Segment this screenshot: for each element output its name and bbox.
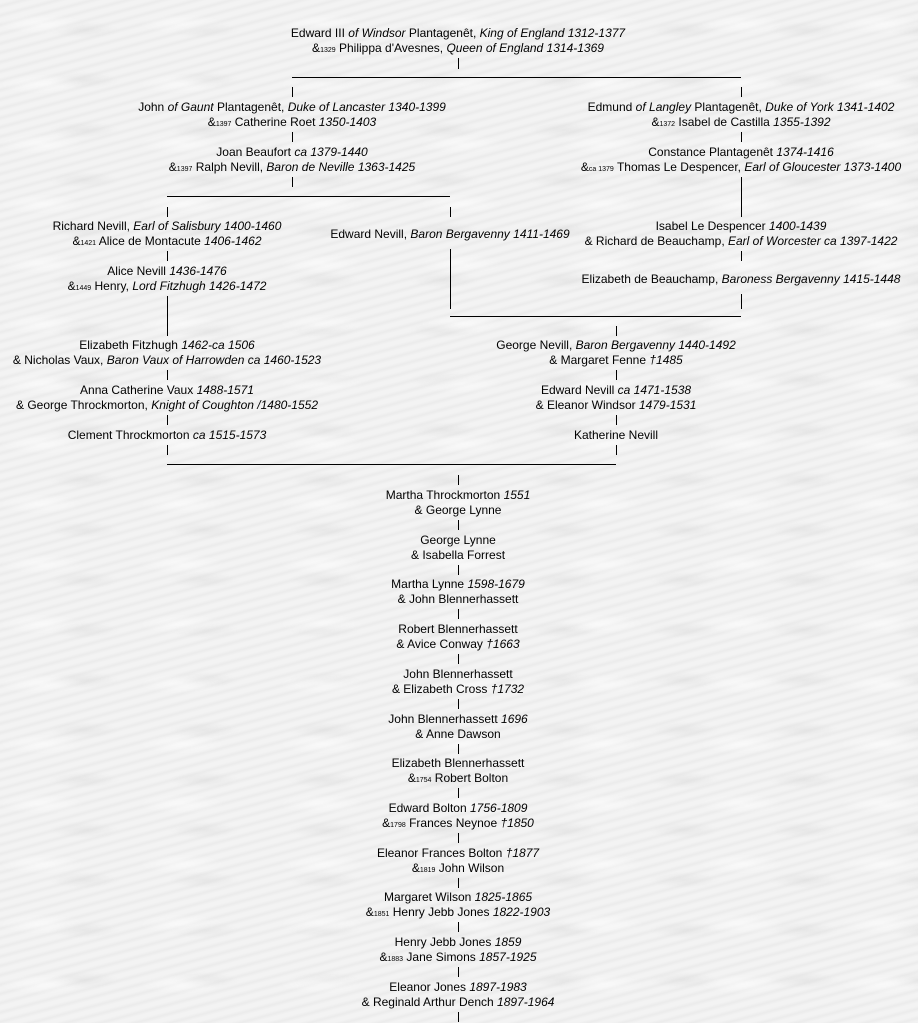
spouse-dates: 1822-1903 [492, 905, 551, 919]
person-dates: 1696 [501, 712, 528, 726]
marriage-year: ca 1379 [588, 166, 614, 173]
descendant-spouse [415, 503, 502, 518]
fitzhugh-spouse [13, 353, 321, 368]
salisbury-spouse [72, 234, 261, 251]
marriage-year: 1329 [320, 47, 336, 54]
spouse-name: Isabel de Castilla [678, 115, 770, 129]
root-person [291, 26, 625, 41]
beauchamp-person [582, 272, 901, 287]
descendant-person [420, 533, 496, 548]
marriage-symbol: & [207, 115, 216, 129]
spouse-name: John Wilson [438, 861, 505, 875]
spouse-name: Ralph Nevill, [195, 160, 264, 174]
connector-vertical [458, 833, 459, 843]
connector-vertical [616, 370, 617, 380]
connector-vertical [458, 609, 459, 619]
descendant-person [403, 667, 512, 682]
descendant-person [395, 935, 522, 950]
descendant-spouse [382, 816, 534, 833]
person-name: Elizabeth Fitzhugh [79, 338, 178, 352]
spouse-title: Knight of Coughton /1480-1552 [151, 398, 318, 412]
person-name: Clement Throckmorton [67, 428, 190, 442]
spouse-name: & George Throckmorton, [16, 398, 148, 412]
spouse-dates: †1485 [649, 353, 683, 367]
connector-vertical [616, 326, 617, 336]
person-name: Constance Plantagenêt [648, 145, 774, 159]
connector-vertical [458, 878, 459, 888]
marriage-symbol: & [365, 905, 374, 919]
root-spouse-name: Philippa d'Avesnes, [338, 41, 444, 55]
descendant-spouse [396, 637, 519, 652]
spouse-name: Alice de Montacute [98, 234, 201, 248]
alice-spouse [68, 279, 267, 296]
marriage-symbol: & [414, 503, 423, 517]
marriage-symbol: & [397, 592, 406, 606]
root-spouse [312, 41, 604, 58]
spouse-name: & Richard de Beauchamp, [584, 234, 725, 248]
person-name: Eleanor Frances Bolton [376, 846, 503, 860]
root-person-place: Windsor [361, 26, 406, 40]
connector-vertical [458, 520, 459, 530]
connector-vertical [741, 177, 742, 217]
george-nevill-spouse [549, 353, 682, 368]
connector-vertical [458, 744, 459, 754]
person-title: Duke of York 1341-1402 [765, 100, 895, 114]
person-title: Duke of Lancaster 1340-1399 [287, 100, 446, 114]
person-title: Earl of Salisbury 1400-1460 [133, 219, 282, 233]
person-name: Joan Beaufort [216, 145, 291, 159]
person-name: Elizabeth de Beauchamp, [581, 272, 719, 286]
marriage-symbol: & [410, 548, 419, 562]
person-name: Alice Nevill [107, 264, 166, 278]
root-person-of: of [348, 26, 359, 40]
spouse-name: Avice Conway [407, 637, 483, 651]
descendant-spouse [412, 861, 504, 878]
beaufort-person [216, 145, 367, 160]
spouse-name: George Lynne [425, 503, 502, 517]
person-name: Edward Nevill [540, 383, 615, 397]
spouse-title: Baron Vaux of Harrowden ca 1460-1523 [106, 353, 322, 367]
connector-vertical [741, 294, 742, 309]
marriage-year: 1819 [419, 867, 436, 874]
connector-vertical [458, 699, 459, 709]
spouse-dates: †1663 [486, 637, 520, 651]
descendant-spouse [415, 727, 500, 742]
descendant-person [391, 577, 525, 592]
spouse-name: & Margaret Fenne [549, 353, 646, 367]
connector-vertical [292, 132, 293, 142]
spouse-dates: †1850 [500, 816, 534, 830]
marriage-year: 1798 [390, 822, 406, 829]
connector-vertical [167, 415, 168, 425]
person-name: Edmund [587, 100, 633, 114]
person-name: George Lynne [420, 533, 496, 547]
spouse-dates: 1897-1964 [497, 995, 555, 1009]
marriage-symbol: & [312, 41, 321, 55]
connector-vertical [167, 445, 168, 455]
person-dates: ca 1471-1538 [617, 383, 692, 397]
person-title: Baron Bergavenny 1411-1469 [410, 227, 570, 241]
connector-vertical [292, 177, 293, 187]
connector-vertical [167, 296, 168, 336]
person-name: Eleanor Jones [389, 980, 466, 994]
marriage-symbol: & [391, 682, 400, 696]
person-name: Elizabeth Blennerhassett [391, 756, 525, 770]
connector-vertical [167, 207, 168, 217]
marriage-symbol: & [580, 160, 589, 174]
connector-vertical [458, 475, 459, 485]
marriage-year: 1397 [176, 166, 193, 173]
fitzhugh-person [79, 338, 254, 353]
person-surname: Plantagenêt, [216, 100, 285, 114]
connector-vertical [458, 967, 459, 977]
connector-horizontal [450, 316, 741, 317]
spouse-dates: 1350-1403 [318, 115, 377, 129]
person-name: John [138, 100, 165, 114]
person-title: Baron Bergavenny 1440-1492 [575, 338, 736, 352]
connector-vertical [616, 415, 617, 425]
vaux-person [80, 383, 254, 398]
connector-vertical [292, 87, 293, 97]
marriage-year: 1397 [215, 121, 232, 128]
person-name: John Blennerhassett [388, 712, 498, 726]
spouse-name: Henry, [94, 279, 129, 293]
spouse-title: Baron de Neville 1363-1425 [266, 160, 416, 174]
person-name: Edward Nevill, [330, 227, 408, 241]
connector-horizontal [167, 196, 450, 197]
descendant-person [388, 712, 527, 727]
marriage-symbol: & [72, 234, 81, 248]
person-dates: 1436-1476 [169, 264, 227, 278]
george-nevill-person [496, 338, 736, 353]
person-dates: †1877 [505, 846, 540, 860]
marriage-year: 1421 [80, 240, 97, 247]
marriage-symbol: & [411, 861, 420, 875]
langley-spouse [651, 115, 830, 132]
clement-person [68, 428, 267, 443]
person-place: Gaunt [180, 100, 214, 114]
marriage-symbol: & [415, 727, 424, 741]
spouse-dates: 1355-1392 [773, 115, 831, 129]
connector-vertical [167, 370, 168, 380]
constance-person [648, 145, 834, 160]
marriage-symbol: & [396, 637, 405, 651]
spouse-name: Reginald Arthur Dench [372, 995, 494, 1009]
edward-nevill-person [541, 383, 691, 398]
marriage-symbol: & [382, 816, 391, 830]
marriage-symbol: & [168, 160, 177, 174]
spouse-name: Isabella Forrest [422, 548, 506, 562]
vaux-spouse [16, 398, 318, 413]
person-dates: 1551 [503, 488, 531, 502]
connector-vertical [450, 207, 451, 217]
person-name: Richard Nevill, [52, 219, 130, 233]
connector-vertical [458, 922, 459, 932]
person-dates: 1825-1865 [474, 890, 533, 904]
person-name: Isabel Le Despencer [655, 219, 766, 233]
edward-nevill-spouse [536, 398, 697, 413]
spouse-title: Earl of Worcester ca 1397-1422 [728, 234, 898, 248]
person-dates: ca 1515-1573 [192, 428, 267, 442]
descendant-spouse [408, 771, 508, 788]
connector-vertical [458, 1012, 459, 1022]
descendant-person [398, 622, 517, 637]
spouse-name: Thomas Le Despencer, [616, 160, 742, 174]
descendant-spouse [392, 682, 524, 697]
connector-vertical [450, 249, 451, 309]
spouse-name: Robert Bolton [434, 771, 509, 785]
person-of: of [167, 100, 178, 114]
person-name: Robert Blennerhassett [398, 622, 518, 636]
person-dates: 1374-1416 [776, 145, 834, 159]
person-dates: 1400-1439 [769, 219, 827, 233]
spouse-dates: 1857-1925 [479, 950, 537, 964]
gaunt-spouse [208, 115, 376, 132]
person-name: Martha Throckmorton [385, 488, 501, 502]
spouse-name: Jane Simons [406, 950, 476, 964]
person-place: Langley [649, 100, 692, 114]
marriage-symbol: & [379, 950, 388, 964]
langley-person [588, 100, 895, 115]
person-name: John Blennerhassett [403, 667, 513, 681]
descendant-spouse [379, 950, 536, 967]
person-dates: 1598-1679 [467, 577, 525, 591]
marriage-symbol: & [67, 279, 76, 293]
descendant-person [389, 801, 528, 816]
marriage-year: 1754 [415, 777, 432, 784]
spouse-name: Anne Dawson [425, 727, 501, 741]
spouse-name: & Nicholas Vaux, [12, 353, 104, 367]
isabel-person [656, 219, 827, 234]
spouse-name: Elizabeth Cross [403, 682, 488, 696]
descendant-spouse [411, 548, 505, 563]
descendant-spouse [366, 905, 550, 922]
descendant-person [392, 756, 525, 771]
spouse-name: John Blennerhassett [408, 592, 519, 606]
person-name: Henry Jebb Jones [394, 935, 492, 949]
spouse-title: Lord Fitzhugh 1426-1472 [132, 279, 267, 293]
constance-spouse [581, 160, 901, 177]
person-name: Edward Bolton [388, 801, 467, 815]
descendant-person [389, 980, 526, 995]
marriage-year: 1372 [659, 121, 676, 128]
spouse-name: Catherine Roet [234, 115, 316, 129]
person-dates: 1462-ca 1506 [181, 338, 255, 352]
connector-horizontal [167, 464, 616, 465]
person-name: Margaret Wilson [383, 890, 472, 904]
katherine-person [574, 428, 658, 443]
person-name: Martha Lynne [391, 577, 465, 591]
person-name: Katherine Nevill [573, 428, 659, 442]
root-person-title: King of England 1312-1377 [479, 26, 626, 40]
marriage-symbol: & [407, 771, 416, 785]
person-name: Anna Catherine Vaux [80, 383, 194, 397]
descendant-person [384, 890, 532, 905]
person-of: of [635, 100, 646, 114]
descendant-spouse [398, 592, 519, 607]
spouse-dates: 1406-1462 [204, 234, 262, 248]
person-dates: 1756-1809 [470, 801, 528, 815]
marriage-year: 1851 [373, 911, 390, 918]
connector-vertical [741, 132, 742, 142]
beaufort-spouse [169, 160, 415, 177]
spouse-dates: 1479-1531 [639, 398, 697, 412]
descendant-spouse [362, 995, 555, 1010]
connector-vertical [167, 251, 168, 261]
connector-vertical [616, 445, 617, 455]
spouse-name: & Eleanor Windsor [535, 398, 636, 412]
connector-vertical [458, 565, 459, 575]
person-dates: 1897-1983 [469, 980, 527, 994]
person-surname: Plantagenêt, [694, 100, 762, 114]
person-dates: ca 1379-1440 [294, 145, 368, 159]
marriage-symbol: & [361, 995, 370, 1009]
marriage-year: 1449 [75, 285, 92, 292]
root-person-surname: Plantagenêt, [408, 26, 477, 40]
person-name: George Nevill, [496, 338, 573, 352]
connector-vertical [741, 87, 742, 97]
root-spouse-title: Queen of England 1314-1369 [446, 41, 604, 55]
descendant-person [386, 488, 531, 503]
spouse-dates: †1732 [490, 682, 525, 696]
connector-horizontal [292, 77, 741, 78]
connector-vertical [458, 58, 459, 69]
bergavenny-edward-person [330, 227, 569, 242]
person-dates: 1488-1571 [196, 383, 254, 397]
connector-vertical [458, 788, 459, 798]
root-person-name: Edward III [290, 26, 345, 40]
gaunt-person [138, 100, 446, 115]
person-dates: 1859 [494, 935, 522, 949]
spouse-name: Frances Neynoe [409, 816, 498, 830]
alice-person [107, 264, 226, 279]
isabel-spouse [585, 234, 898, 249]
connector-vertical [741, 251, 742, 261]
marriage-symbol: & [651, 115, 660, 129]
spouse-title: Earl of Gloucester 1373-1400 [744, 160, 902, 174]
connector-vertical [458, 654, 459, 664]
person-title: Baroness Bergavenny 1415-1448 [721, 272, 901, 286]
descendant-person [377, 846, 539, 861]
spouse-name: Henry Jebb Jones [392, 905, 490, 919]
salisbury-person [53, 219, 282, 234]
marriage-year: 1883 [387, 956, 404, 963]
